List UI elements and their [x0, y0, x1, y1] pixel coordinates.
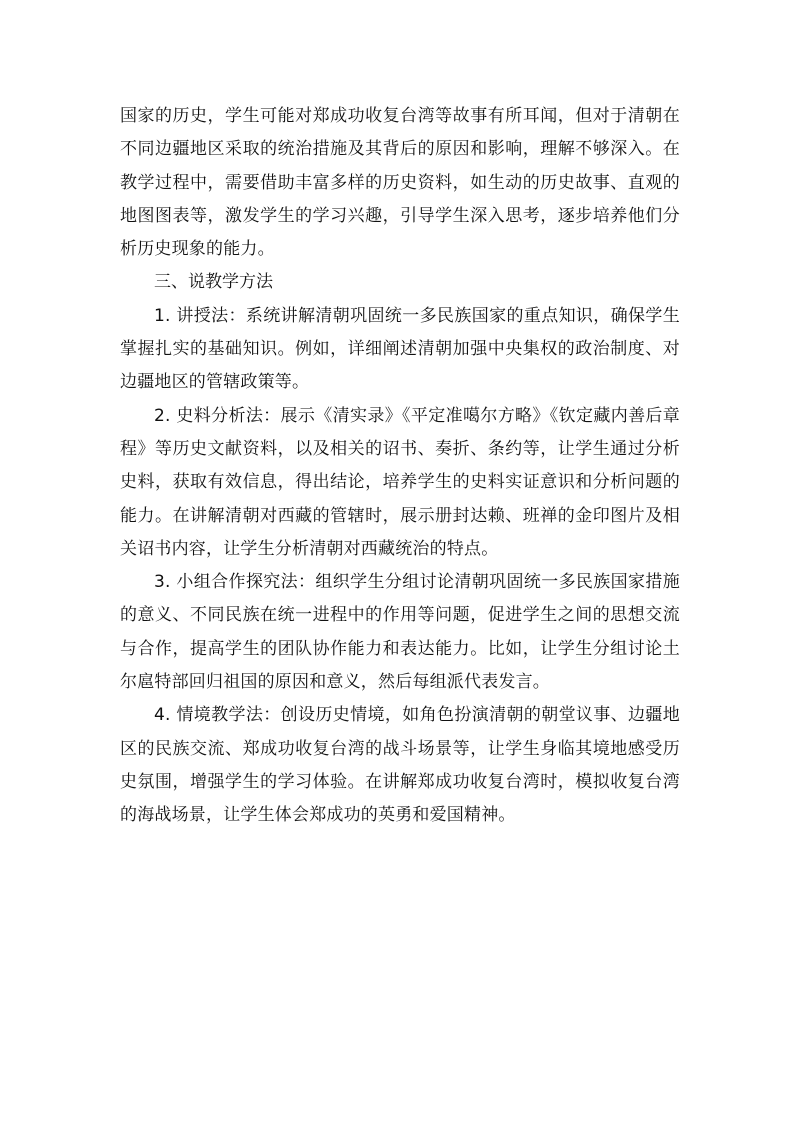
document-body — [120, 100, 680, 833]
paragraph-method-group-inquiry: 3. 小组合作探究法：组织学生分组讨论清朝巩固统一多民族国家措施的意义、不同民族在统一进程中的作用等问题，促进学生之间的思想交流与合作，提高学生的团队协作能力和表达能力。比如，让学生分组讨论土尔扈特部回归祖国的原因和意义，然后每组派代表发言。 — [120, 572, 680, 693]
paragraph-method-situational: 4. 情境教学法：创设历史情境，如角色扮演清朝的朝堂议事、边疆地区的民族交流、郑成功收复台湾的战斗场景等，让学生身临其境地感受历史氛围，增强学生的学习体验。在讲解郑成功收复台湾时，模拟收复台湾的海战场景，让学生体会郑成功的英勇和爱国精神。 — [120, 705, 680, 826]
paragraph-method-lecture: 1. 讲授法：系统讲解清朝巩固统一多民族国家的重点知识，确保学生掌握扎实的基础知识。例如，详细阐述清朝加强中央集权的政治制度、对边疆地区的管辖政策等。 — [120, 305, 680, 393]
paragraph-method-source-analysis: 2. 史料分析法：展示《清实录》《平定准噶尔方略》《钦定藏内善后章程》等历史文献资料，以及相关的诏书、奏折、条约等，让学生通过分析史料，获取有效信息，得出结论，培养学生的史料实证意识和分析问题的能力。在讲解清朝对西藏的管辖时，展示册封达赖、班禅的金印图片及相关诏书内容，让学生分析清朝对西藏统治的特点。 — [120, 405, 680, 559]
section-heading-teaching-methods: 三、说教学方法 — [154, 272, 273, 293]
paragraph-intro-continuation: 国家的历史，学生可能对郑成功收复台湾等故事有所耳闻，但对于清朝在不同边疆地区采取的统治措施及其背后的原因和影响，理解不够深入。在教学过程中，需要借助丰富多样的历史资料，如生动的历史故事、直观的地图图表等，激发学生的学习兴趣，引导学生深入思考，逐步培养他们分析历史现象的能力。 — [120, 106, 680, 260]
